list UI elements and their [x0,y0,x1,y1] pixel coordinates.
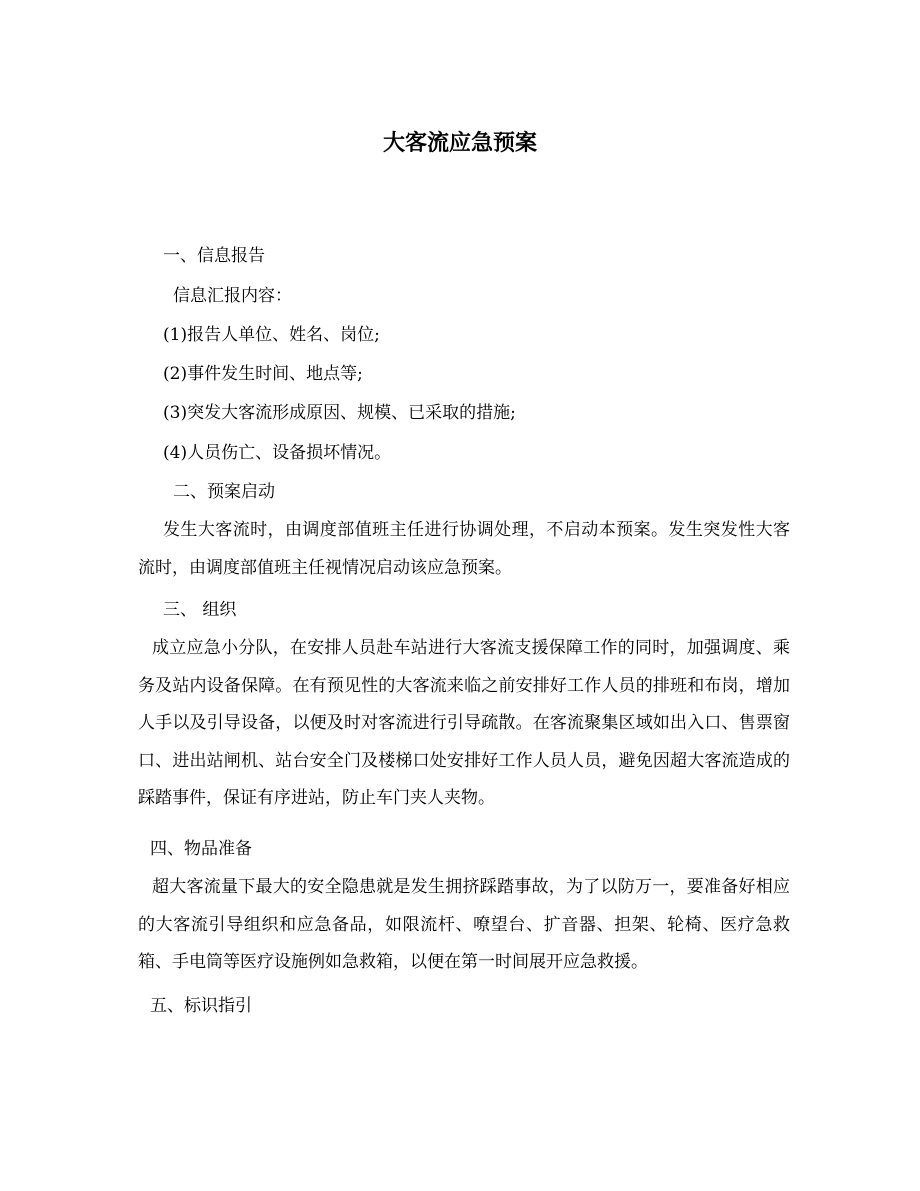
section-3-body: 成立应急小分队，在安排人员赴车站进行大客流支援保障工作的同时，加强调度、乘务及站内设备保障。在有预见性的大客流来临之前安排好工作人员的排班和布岗，增加人手以及引导设备，以便及时对客流进行引导疏散。在客流聚集区域如出入口、售票窗口、进出站闸机、站台安全门及楼梯口处安排好工作人员人员，避免因超大客流造成的踩踏事件，保证有序进站，防止车门夹人夹物。 [138,638,790,808]
section-5-heading: 五、标识指引 [150,996,252,1016]
section-2-body: 发生大客流时，由调度部值班主任进行协调处理，不启动本预案。发生突发性大客流时，由调度部值班主任视情况启动该应急预案。 [138,520,790,578]
section-4-body: 超大客流量下最大的安全隐患就是发生拥挤踩踏事故，为了以防万一，要准备好相应的大客流引导组织和应急备品，如限流杆、嘹望台、扩音器、担架、轮椅、医疗急救箱、手电筒等医疗设施例如急救箱，以便在第一时间展开应急救援。 [138,877,790,972]
section-1-item-3: (3)突发大客流形成原因、规模、已采取的措施; [163,403,516,423]
section-1-heading: 一、信息报告 [163,246,265,266]
section-1-item-2: (2)事件发生时间、地点等; [163,364,363,384]
section-4-heading: 四、物品准备 [150,839,252,859]
section-1-item-4: (4)人员伤亡、设备损坏情况。 [163,443,392,463]
section-3-heading: 三、 组织 [163,600,237,620]
document-title: 大客流应急预案 [382,130,537,156]
section-2-heading: 二、预案启动 [173,482,275,502]
section-1-item-1: (1)报告人单位、姓名、岗位; [163,325,380,345]
section-1-intro: 信息汇报内容： [173,286,292,306]
